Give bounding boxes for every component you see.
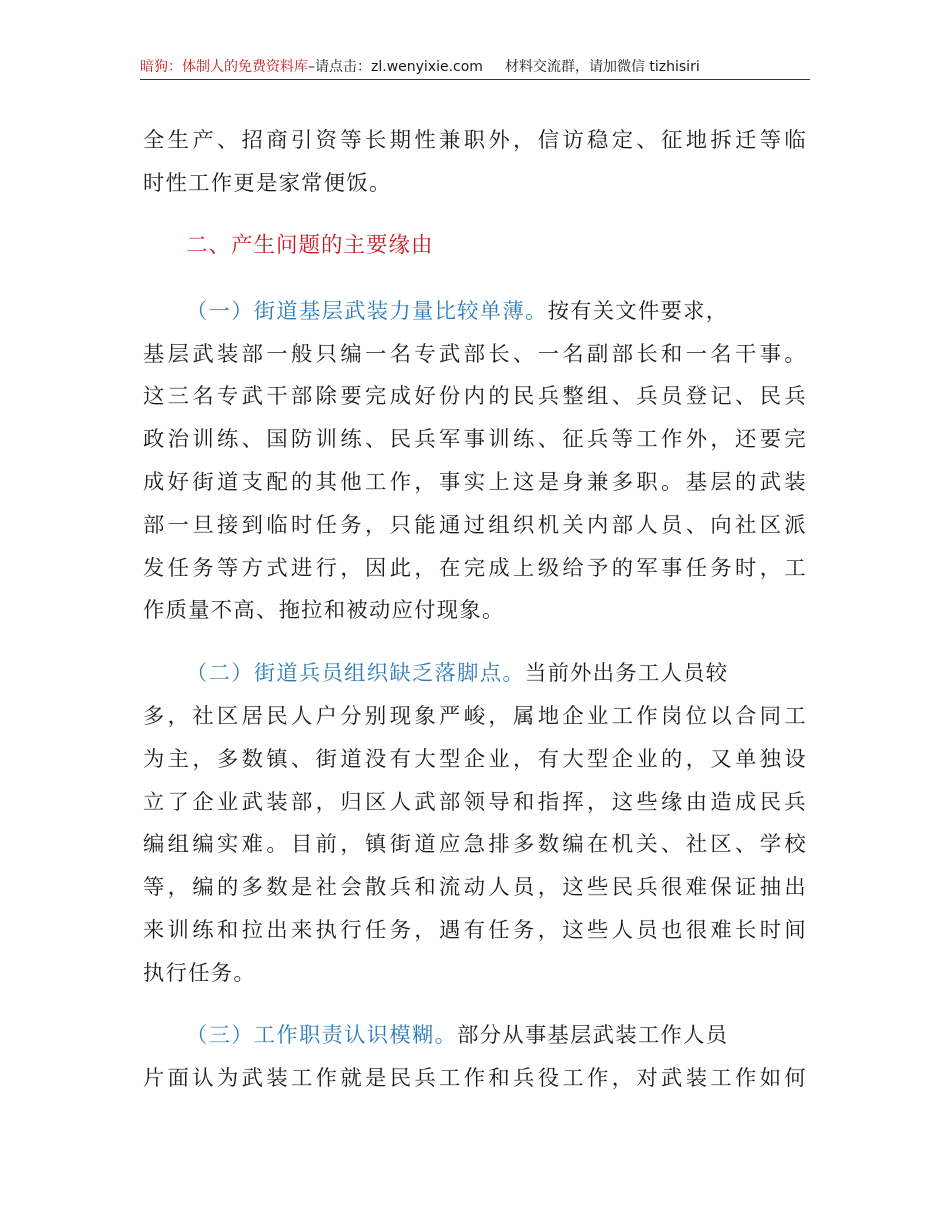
- item1-heading: （一）街道基层武装力量比较单薄。: [186, 299, 548, 324]
- body-line: 这三名专武干部除要完成好份内的民兵整组、兵员登记、民兵: [143, 384, 807, 409]
- header-group-info: 材料交流群，请加微信 tizhisiri: [504, 59, 700, 75]
- body-line: 基层武装部一般只编一名专武部长、一名副部长和一名干事。: [143, 342, 807, 367]
- body-line: 部一旦接到临时任务，只能通过组织机关内部人员、向社区派: [143, 513, 807, 538]
- item2-first-tail: 当前外出务工人员较: [524, 661, 729, 686]
- body-line: 成好街道支配的其他工作，事实上这是身兼多职。基层的武装: [143, 470, 807, 495]
- header-brand: 暗狗：体制人的免费资料库: [140, 59, 308, 75]
- item3-first-line: [186, 1022, 728, 1050]
- item2-heading: （二）街道兵员组织缺乏落脚点。: [186, 661, 525, 686]
- body-line: 执行任务。: [143, 961, 256, 986]
- body-line: 作质量不高、拖拉和被动应付现象。: [143, 598, 505, 623]
- item2-first-line: [186, 660, 728, 688]
- body-line: 发任务等方式进行，因此，在完成上级给予的军事任务时，工: [143, 556, 807, 581]
- item1-first-tail: 按有关文件要求，: [547, 299, 729, 324]
- body-line: 编组编实难。目前，镇街道应急排多数编在机关、社区、学校: [143, 832, 807, 857]
- section-heading: 二、产生问题的主要缘由: [186, 233, 434, 258]
- item3-heading: （三）工作职责认识模糊。: [186, 1023, 458, 1048]
- page-header: [140, 57, 808, 77]
- item3-first-tail: 部分从事基层武装工作人员: [457, 1023, 729, 1048]
- header-link-prompt[interactable]: –请点击：zl.wenyixie.com: [308, 59, 483, 75]
- body-line: 政治训练、国防训练、民兵军事训练、征兵等工作外，还要完: [143, 427, 807, 452]
- body-line: 来训练和拉出来执行任务，遇有任务，这些人员也很难长时间: [143, 918, 807, 943]
- body-line: 多，社区居民人户分别现象严峻，属地企业工作岗位以合同工: [143, 704, 807, 729]
- item1-first-line: [186, 298, 728, 326]
- body-line: 时性工作更是家常便饭。: [143, 171, 392, 196]
- body-line: 等，编的多数是社会散兵和流动人员，这些民兵很难保证抽出: [143, 875, 807, 900]
- body-line: 全生产、招商引资等长期性兼职外，信访稳定、征地拆迁等临: [143, 128, 807, 153]
- header-divider: [140, 79, 810, 80]
- body-line: 片面认为武装工作就是民兵工作和兵役工作，对武装工作如何: [143, 1066, 807, 1091]
- body-line: 为主，多数镇、街道没有大型企业，有大型企业的，又单独设: [143, 747, 807, 772]
- body-line: 立了企业武装部，归区人武部领导和指挥，这些缘由造成民兵: [143, 790, 807, 815]
